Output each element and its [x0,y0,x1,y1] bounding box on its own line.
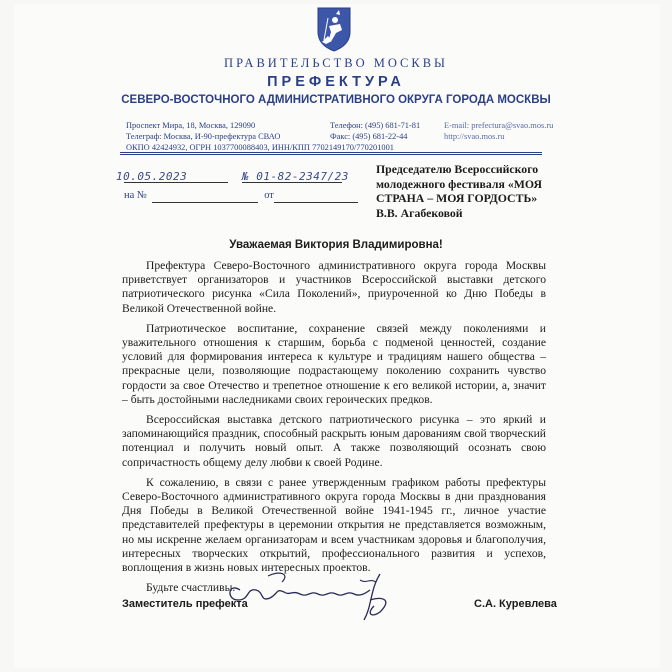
paragraph: Будьте счастливы. [146,581,236,595]
contact-block-middle [330,121,420,143]
reference-row [124,190,274,201]
contact-block-right [444,121,553,143]
greeting: Уважаемая Виктория Владимировна! [229,239,443,251]
phone: Телефон: (495) 681-71-81 [330,121,421,130]
addressee-line: Председателю Всероссийского [376,162,539,176]
addressee-line: В.В. Агабековой [376,205,463,220]
email: E-mail: prefectura@svao.mos.ru [444,121,554,130]
registry-codes: ОКПО 42424932, ОГРН 1037700088403, ИНН/КПП 7702149170/770201001 [126,142,394,152]
website: http://svao.mos.ru [444,131,505,141]
addressee-line: СТРАНА – МОЯ ГОРДОСТЬ» [376,191,538,206]
paragraph: К сожалению, в связи с ранее утвержденным графиком работы префектуры Северо-Восточного административного округа города Москвы в дни празднования Дня Победы в Великой Отечественной войне 1941-1945 гг., личное участие представителей префектуры в церемонии открытия не представляется возможным, но мы искренне желаем организаторам и всем участникам здоровья и благополучия, интересных творческих открытий, профессионального развития и успехов, воплощения в жизнь новых интересных проектов. [122,475,546,575]
government-title: ПРАВИТЕЛЬСТВО МОСКВЫ [224,56,448,70]
from-line [274,202,358,203]
moscow-coat-of-arms-icon [314,6,354,52]
prefecture-title: ПРЕФЕКТУРА [267,74,405,90]
letterhead-divider-thin [120,154,542,155]
registration-date: 10.05.2023 [116,170,188,183]
address: Проспект Мира, 18, Москва, 129090 [126,121,256,130]
letter-body [122,259,546,601]
district-title: СЕВЕРО-ВОСТОЧНОГО АДМИНИСТРАТИВНОГО ОКРУГА ГОРОДА МОСКВЫ [121,94,551,106]
signer-position: Заместитель префекта [122,598,248,610]
telegraph: Телеграф: Москва, И-90-префектура СВАО [126,131,281,141]
from-label: от [264,190,274,201]
number-line [242,182,342,183]
letterhead-divider [120,152,542,153]
on-number-line [152,202,258,203]
registration-number: № 01-82-2347/23 [242,170,349,183]
on-number-label: на № [124,190,147,201]
signer-name: С.А. Куревлева [474,598,557,610]
addressee-line: молодежного фестиваля «МОЯ [376,176,542,191]
date-line [124,182,228,183]
addressee [376,162,556,220]
paragraph: Патриотическое воспитание, сохранение связей между поколениями и уважительного отношения к старшим, борьба с подменой ценностей, создание условий для формирования интереса к культуре и традициям нашего общества – прекрасные цели, позволяющие подрастающему поколению сохранить чувство гордости за свое Отечество и трепетное отношение к его великой истории, а, значит – быть достойными наследниками своих героических предков. [122,321,546,406]
handwritten-signature [220,560,420,630]
fax: Факс: (495) 681-22-44 [330,131,408,141]
paragraph: Префектура Северо-Восточного административного округа города Москвы приветствует организаторов и участников Всероссийской выставки детского патриотического рисунка «Сила Поколений», приуроченной ко Дню Победы в Великой Отечественной войне. [122,259,546,315]
paragraph: Всероссийская выставка детского патриотического рисунка – это яркий и запоминающийся праздник, способный раскрыть юным дарованиям свой творческий потенциал и получить новый опыт. А также позволяющий осознать свою сопричастность общему делу любви к своей Родине. [122,413,546,469]
